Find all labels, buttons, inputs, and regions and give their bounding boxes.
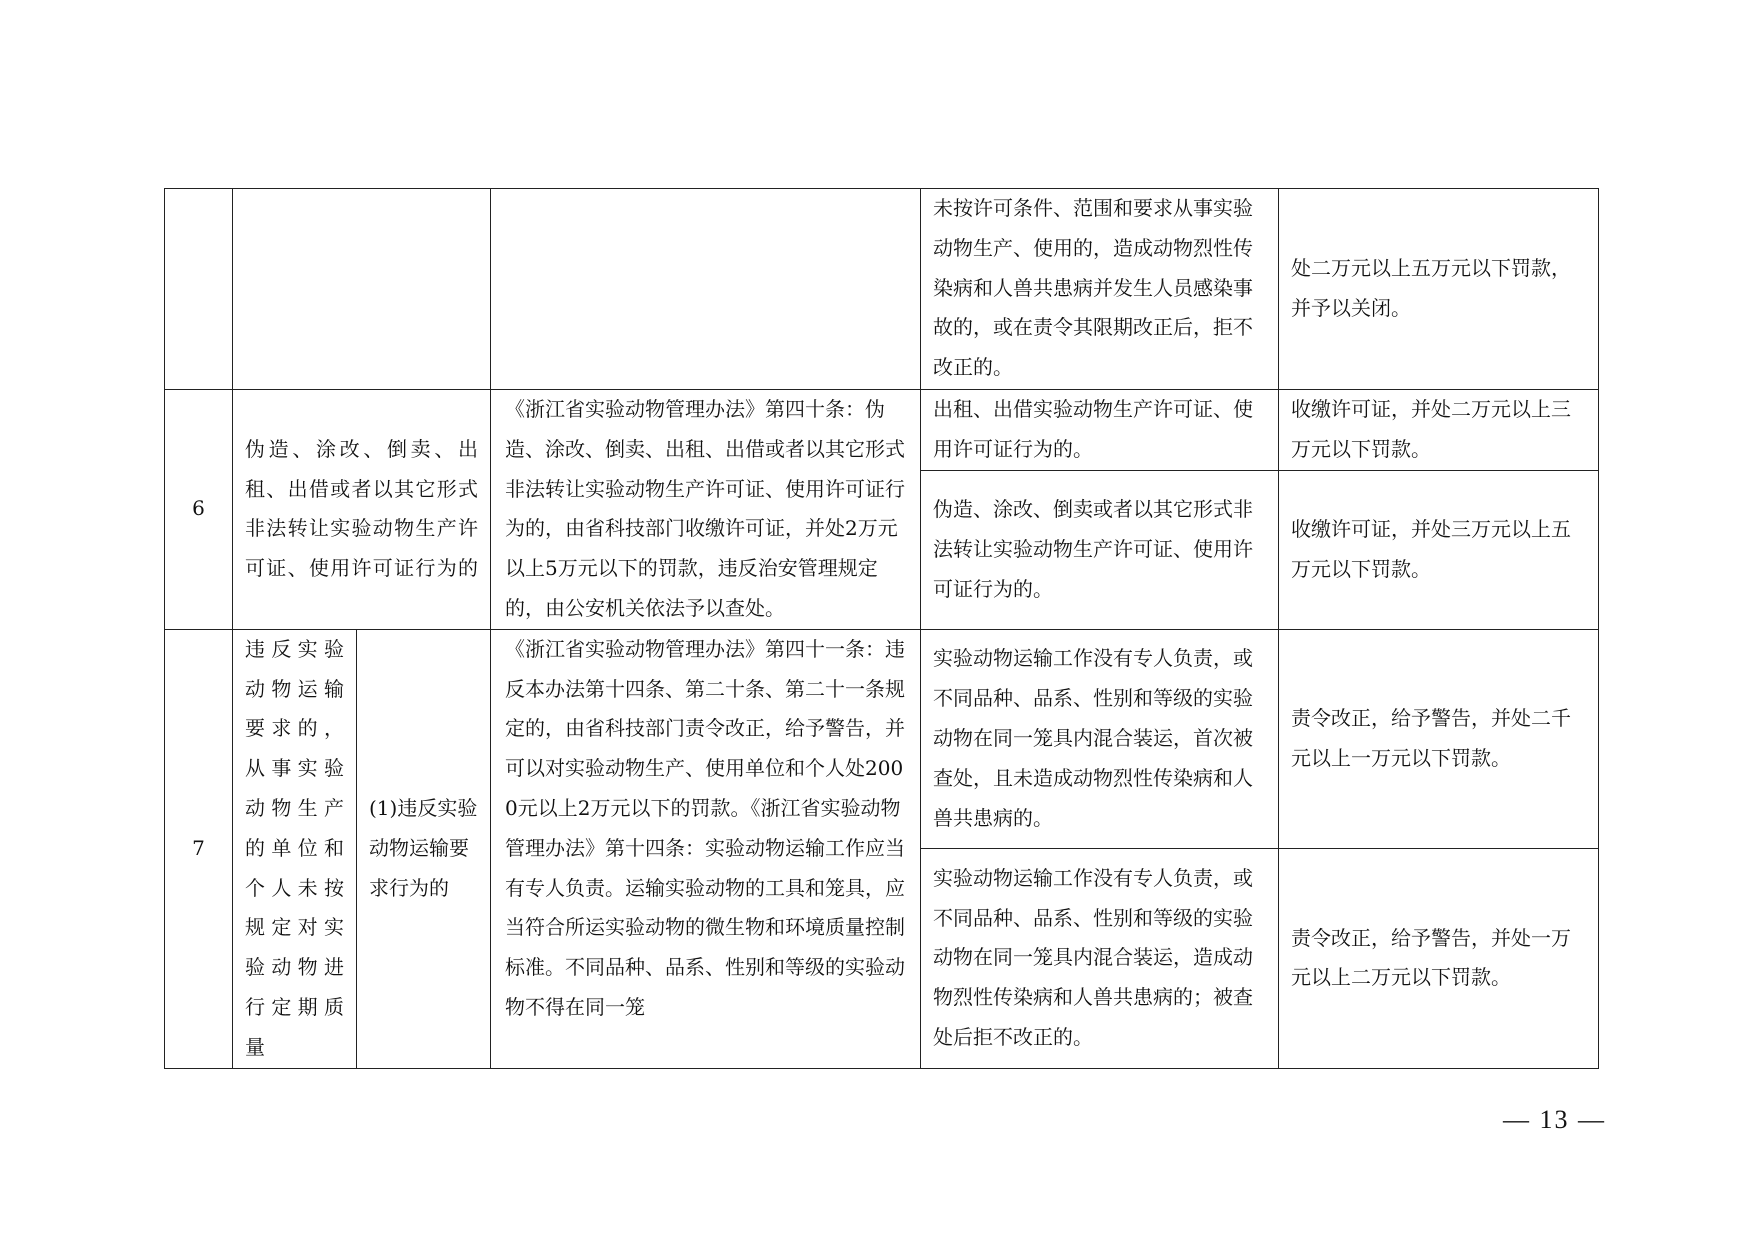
violation-cell: 伪造、涂改、倒卖或者以其它形式非法转让实验动物生产许可证、使用许可证行为的。 <box>921 470 1279 629</box>
row-number-cell: 7 <box>165 629 233 1068</box>
row-number-cell: 6 <box>165 390 233 630</box>
penalty-cell: 责令改正，给予警告，并处二千元以上一万元以下罚款。 <box>1279 629 1599 848</box>
basis-cell <box>491 189 921 390</box>
matter-cell: 伪造、涂改、倒卖、出租、出借或者以其它形式非法转让实验动物生产许可证、使用许可证行为的 <box>233 390 491 630</box>
matter-cell: 违反实验动物运输要求的，从事实验动物生产的单位和个人未按规定对实验动物进行定期质量 <box>233 629 357 1068</box>
table-row <box>165 390 1599 471</box>
penalty-cell: 收缴许可证，并处三万元以上五万元以下罚款。 <box>1279 470 1599 629</box>
violation-cell: 实验动物运输工作没有专人负责，或不同品种、品系、性别和等级的实验动物在同一笼具内混合装运，造成动物烈性传染病和人兽共患病的；被查处后拒不改正的。 <box>921 849 1279 1068</box>
penalty-cell: 处二万元以上五万元以下罚款，并予以关闭。 <box>1279 189 1599 390</box>
penalty-cell: 责令改正，给予警告，并处一万元以上二万元以下罚款。 <box>1279 849 1599 1068</box>
penalty-standards-table <box>164 188 1599 1069</box>
violation-cell: 出租、出借实验动物生产许可证、使用许可证行为的。 <box>921 390 1279 471</box>
violation-cell: 实验动物运输工作没有专人负责，或不同品种、品系、性别和等级的实验动物在同一笼具内混合装运，首次被查处，且未造成动物烈性传染病和人兽共患病的。 <box>921 629 1279 848</box>
violation-cell: 未按许可条件、范围和要求从事实验动物生产、使用的，造成动物烈性传染病和人兽共患病并发生人员感染事故的，或在责令其限期改正后，拒不改正的。 <box>921 189 1279 390</box>
basis-cell: 《浙江省实验动物管理办法》第四十条：伪造、涂改、倒卖、出租、出借或者以其它形式非法转让实验动物生产许可证、使用许可证行为的，由省科技部门收缴许可证，并处2万元以上5万元以下的罚款，违反治安管理规定的，由公安机关依法予以查处。 <box>491 390 921 630</box>
page-number: — 13 — <box>1503 1105 1606 1134</box>
matter-cell <box>233 189 491 390</box>
table-row <box>165 629 1599 848</box>
table-row <box>165 189 1599 390</box>
penalty-cell: 收缴许可证，并处二万元以上三万元以下罚款。 <box>1279 390 1599 471</box>
sub-item-cell: (1)违反实验动物运输要求行为的 <box>357 629 491 1068</box>
row-number-cell <box>165 189 233 390</box>
basis-cell: 《浙江省实验动物管理办法》第四十一条：违反本办法第十四条、第二十条、第二十一条规定的，由省科技部门责令改正，给予警告，并可以对实验动物生产、使用单位和个人处2000元以上2万元以下的罚款。《浙江省实验动物管理办法》第十四条：实验动物运输工作应当有专人负责。运输实验动物的工具和笼具，应当符合所运实验动物的微生物和环境质量控制标准。不同品种、品系、性别和等级的实验动物不得在同一笼 <box>491 629 921 1068</box>
